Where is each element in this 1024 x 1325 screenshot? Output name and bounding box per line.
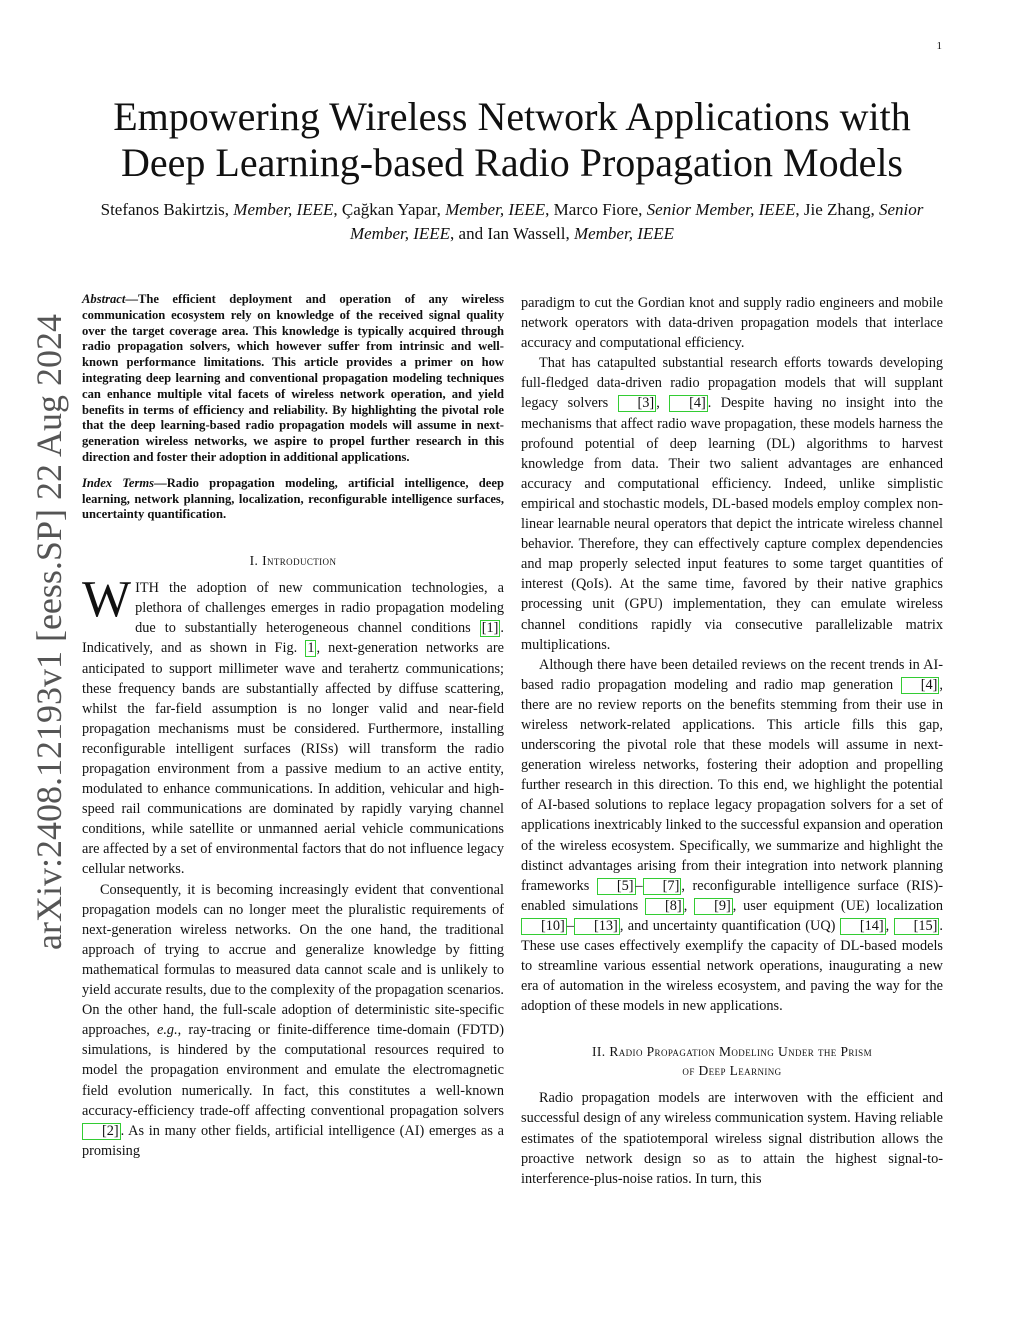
intro-paragraph-1: WITH the adoption of new communication technologies, a plethora of challenges emerges in radio propagation modeling due to substantially heterogeneous channel conditions [1] . Indicatively, and as shown in Fig. 1 , next-generation networks are anticipated to support millimeter wave and terahertz communications; these frequency bands are substantially affected by diffuse scattering, whilst the far-field assumption is no longer valid and near-field propagation mechanisms must be considered. Furthermore, installing reconfigurable intelligent surfaces (RISs) will transform the radio propagation environment from a passive medium to an active entity, modulated to enhance communications. In addition, vehicular and high-speed rail communications are dominated by rapidly varying channel conditions, while satellite or unmanned aerial vehicle communications are affected by a set of environmental factors that do not influence legacy cellular networks. (82, 571, 505, 878)
author-name: Stefanos Bakirtzis, (100, 200, 234, 219)
citation-link[interactable]: [9] (694, 898, 733, 915)
author-name: , Çağkan Yapar, (333, 200, 446, 219)
citation-link[interactable]: [5] (597, 878, 636, 895)
paper-title: Empowering Wireless Network Applications with Deep Learning-based Radio Propagation Models (113, 94, 911, 185)
intro-paragraph-2: Consequently, it is becoming increasingly evident that conventional propagation models can no longer meet the pluralistic requirements of next-generation wireless networks. On the one hand, the traditional approach of trying to accrue and generalize knowledge by fitting mathematical formulas to measured data cannot scale and is unlikely to yield accurate results, due to the complexity of the propagation scenarios. On the other hand, the full-scale adoption of deterministic site-specific approaches, e.g., ray-tracing or finite-difference time-domain (FDTD) simulations, is hindered by the computational resources required to model the propagation environment and emulate the electromagnetic field evolution numerically. In fact, this constitutes a well-known accuracy-efficiency trade-off affecting conventional propagation solvers [2] . As in many other fields, artificial intelligence (AI) emerges as a promising (82, 881, 504, 1159)
index-terms-text: —Radio propagation modeling, artificial intelligence, deep learning, network planning, localization, reconfigurable intelligence surfaces, uncertainty quantification. (82, 475, 504, 522)
citation-link[interactable]: [8] (645, 898, 684, 915)
citation-link[interactable]: [15] (894, 918, 940, 935)
abstract-label: Abstract (82, 292, 126, 306)
index-terms (82, 476, 504, 523)
citation-link[interactable]: [4] (669, 395, 708, 412)
citation-link[interactable]: [3] (618, 395, 657, 412)
arxiv-stamp: arXiv:2408.12193v1 [eess.SP] 22 Aug 2024 (29, 314, 69, 950)
author-role: Member, IEEE (445, 200, 546, 219)
drop-cap: W (82, 571, 132, 629)
citation-link[interactable]: [1] (481, 620, 499, 637)
abstract-text: —The efficient deployment and operation of any wireless communication ecosystem rely on knowledge of the received signal quality over the target coverage area. This knowledge is typically acquired through radio propagation solvers, which however suffer from intrinsic and well-known performance limitations. This article provides a primer on how integrating deep learning and conventional propagation modeling techniques can enhance multiple vital facets of wireless network operation, and yield benefits in terms of efficiency and reliability. By highlighting the pivotal role that the deep learning-based radio propagation models will assume in next-generation wireless networks, we aspire to propel further research in this direction and foster their adoption in additional applications. (82, 292, 504, 464)
author-list (80, 198, 944, 246)
citation-link[interactable]: [7] (643, 878, 682, 895)
figure-link[interactable]: 1 (307, 640, 315, 657)
intro-paragraph-5: Although there have been detailed reviews on the recent trends in AI-based radio propagation modeling and radio map generation [4] , there are no review reports on the benefits stemming from their use in wireless network-related applications. This article fills this gap, underscoring the pivotal role that these models will assume in next-generation wireless networks, fostering their adoption and propelling further research in this direction. To this end, we highlight the potential of AI-based solutions to replace legacy propagation solvers for a set of applications inextricably linked to the successful expansion and operation of the wireless ecosystem. Specifically, we summarize and highlight the distinct advantages arising from their integration into network planning frameworks [5] – [7] , reconfigurable intelligence surface (RIS)-enabled simulations [8] , [9] , user equipment (UE) localization [10] – [13] , and uncertainty quantification (UQ) [14] , [15] . These use cases effectively exemplify the capacity of DL-based models to streamline various essential network operations, inaugurating a new era of automation in the wireless ecosystem, and paving the way for the adoption of these models in new applications. (521, 656, 944, 1015)
section2-paragraph-1: Radio propagation models are interwoven with the efficient and successful design of any wireless communication system. Having reliable estimates of the spatiotemporal wireless signal distribution allows the proactive network design so as to attain the highest signal-to-interference-plus-noise ratios. In turn, this (521, 1090, 943, 1187)
citation-link[interactable]: [14] (840, 918, 886, 935)
intro-paragraph-4: That has catapulted substantial research efforts towards developing full-fledged data-driven radio propagation models that will supplant legacy solvers [3] , [4] . Despite having no insight into the mechanisms that affect radio wave propagation, these models harness the profound potential of deep learning (DL) algorithms to harvest knowledge from data. Their two salient advantages are enhanced accuracy and computational efficiency. Indeed, unlike simplistic empirical and stochastic models, DL-based models employ complex non-linear learnable neural operators that depict the intricate wireless channel behavior. Therefore, they can effectively capture complex dependencies and map properly selected input features to some target quantities of interest (QoIs). At the same time, favored by their native graphics processing unit (GPU) implementation, they can emulate wireless channel conditions rapidly via consecutive parallelizable matrix multiplications. (521, 355, 943, 653)
author-name: , Marco Fiore, (545, 200, 647, 219)
abstract (82, 292, 504, 466)
author-role: Senior Member, IEEE (349, 200, 924, 243)
citation-link[interactable]: [2] (82, 1123, 121, 1140)
intro-paragraph-3: paradigm to cut the Gordian knot and supply radio engineers and mobile network operators with data-driven propagation models that interlace accuracy and computational efficiency. (521, 295, 943, 352)
author-role: Member, IEEE (573, 224, 675, 243)
left-column (82, 292, 504, 1161)
citation-link[interactable]: [13] (574, 918, 620, 935)
author-role: Senior Member, IEEE (646, 200, 796, 219)
right-column (521, 293, 943, 1189)
section-heading-introduction: I. Introduction (249, 553, 337, 569)
index-terms-label: Index Terms (82, 475, 155, 490)
author-name: , Jie Zhang, (795, 200, 879, 219)
page-number: 1 (936, 40, 942, 52)
citation-link[interactable]: [10] (521, 918, 567, 935)
author-role: Member, IEEE (233, 200, 334, 219)
section-heading-radio-propagation: II. Radio Propagation Modeling Under the Prism of Deep Learning (592, 1044, 872, 1079)
author-name: , and Ian Wassell, (450, 224, 574, 243)
citation-link[interactable]: [4] (901, 677, 940, 694)
